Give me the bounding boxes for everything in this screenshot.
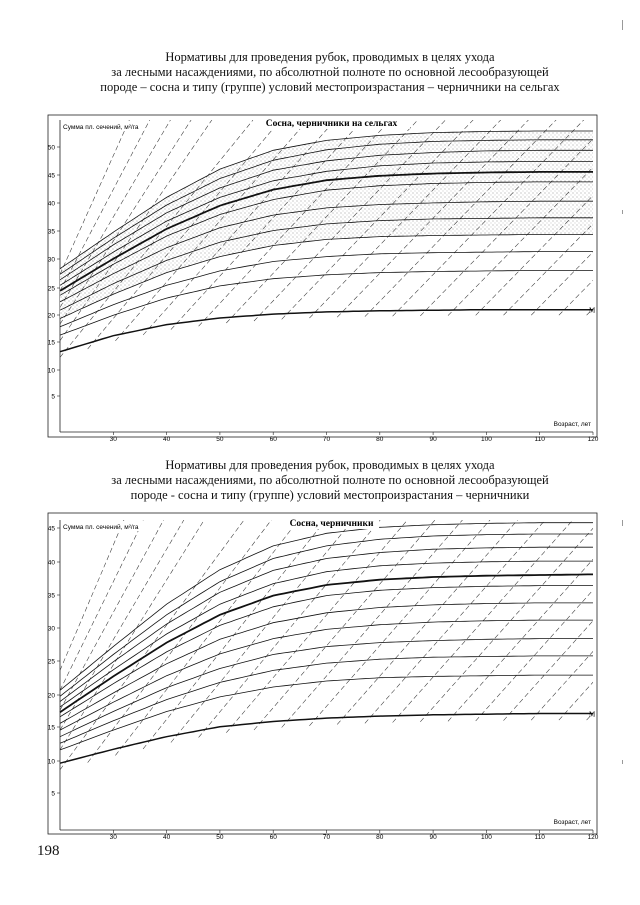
x-tick-label: 120	[587, 436, 599, 443]
y-axis-label: Сумма пл. сечений, м²/га	[63, 124, 139, 131]
y-tick-label: 40	[47, 200, 55, 208]
y-tick-label: 45	[47, 525, 55, 533]
y-tick-label: 35	[47, 592, 55, 600]
min-line-label: M	[589, 710, 596, 719]
y-tick-label: 45	[47, 172, 55, 180]
y-tick-label: 15	[47, 339, 55, 347]
y-axis-label: Сумма пл. сечений, м²/га	[63, 524, 139, 531]
chart-title: Сосна, черничники на сельгах	[265, 119, 398, 129]
guide-dashed-line	[587, 108, 640, 315]
y-tick-label: 25	[47, 658, 55, 666]
y-tick-label: 20	[47, 692, 55, 700]
x-axis-label: Возраст, лет	[553, 421, 591, 428]
x-axis-label: Возраст, лет	[553, 819, 591, 826]
guide-dashed-line	[393, 495, 595, 723]
y-tick-label: 10	[47, 367, 55, 375]
heading-line: породе – сосна и типу (группе) условий местопроизрастания – черничники на сельгах	[100, 80, 560, 94]
guide-dashed-line	[309, 495, 512, 726]
guide-dashed-line	[60, 495, 263, 770]
x-tick-label: 110	[534, 834, 545, 841]
guide-dashed-line	[614, 495, 640, 720]
series-line	[60, 675, 593, 750]
x-tick-label: 30	[109, 834, 117, 841]
x-tick-label: 50	[216, 834, 224, 841]
x-tick-label: 80	[376, 436, 384, 443]
y-tick-label: 30	[47, 256, 55, 264]
heading-line: за лесными насаждениями, по абсолютной полноте по основной лесообразующей	[111, 473, 549, 487]
chart-title: Сосна, черничники	[289, 519, 374, 529]
guide-dashed-line	[476, 495, 640, 721]
page-number: 198	[37, 843, 60, 859]
page-edge-mark	[622, 210, 623, 214]
page-edge-mark	[622, 760, 623, 764]
chart-2	[48, 495, 640, 841]
x-tick-label: 110	[534, 436, 545, 443]
x-tick-label: 30	[109, 436, 117, 443]
y-tick-label: 20	[47, 312, 55, 320]
x-tick-label: 80	[376, 834, 384, 841]
x-tick-label: 100	[480, 436, 492, 443]
guide-dashed-line	[282, 495, 485, 728]
series-line	[60, 561, 593, 707]
guide-dashed-line	[531, 495, 640, 720]
guide-dashed-line	[60, 495, 220, 750]
x-tick-label: 60	[269, 834, 277, 841]
guide-dashed-line	[337, 495, 540, 725]
x-tick-label: 100	[480, 834, 492, 841]
x-tick-label: 70	[322, 834, 331, 841]
y-tick-label: 40	[47, 559, 55, 567]
series-line	[60, 586, 593, 717]
y-tick-label: 15	[47, 724, 55, 732]
heading-line: Нормативы для проведения рубок, проводимых в целях ухода	[165, 458, 495, 472]
x-tick-label: 70	[322, 436, 331, 443]
guide-dashed-line	[559, 495, 640, 720]
guide-dashed-line	[448, 495, 640, 721]
heading-line: за лесными насаждениями, по абсолютной полноте по основной лесообразующей	[111, 65, 549, 79]
x-tick-label: 90	[429, 834, 437, 841]
x-tick-label: 40	[162, 436, 171, 443]
x-tick-label: 120	[587, 834, 599, 841]
y-tick-label: 35	[47, 228, 55, 236]
guide-dashed-line	[226, 495, 428, 733]
guide-dashed-line	[365, 495, 568, 723]
guide-dashed-line	[587, 495, 640, 720]
y-tick-label: 5	[51, 790, 55, 798]
guide-dashed-line	[115, 495, 318, 756]
y-tick-label: 25	[47, 285, 55, 293]
guide-dashed-line	[171, 495, 374, 743]
x-tick-label: 40	[162, 834, 171, 841]
y-tick-label: 50	[47, 144, 55, 152]
heading-line: Нормативы для проведения рубок, проводимых в целях ухода	[165, 50, 495, 64]
series-line	[60, 639, 593, 737]
page-edge-mark	[622, 20, 623, 30]
series-line-minimum	[60, 310, 593, 352]
x-tick-label: 60	[269, 436, 277, 443]
page-edge-mark	[622, 520, 623, 526]
y-tick-label: 30	[47, 625, 55, 633]
guide-dashed-line	[614, 108, 640, 315]
y-tick-label: 5	[51, 393, 55, 401]
guide-dashed-line	[420, 495, 623, 722]
x-tick-label: 50	[216, 436, 224, 443]
heading-line: породе - сосна и типу (группе) условий местопроизрастания – черничники	[130, 488, 530, 502]
chart-1	[48, 108, 640, 443]
min-line-label: M	[589, 306, 596, 315]
y-tick-label: 10	[47, 758, 55, 766]
guide-dashed-line	[199, 495, 402, 738]
guide-dashed-line	[143, 495, 346, 749]
guide-dashed-line	[504, 495, 640, 721]
x-tick-label: 90	[429, 436, 437, 443]
